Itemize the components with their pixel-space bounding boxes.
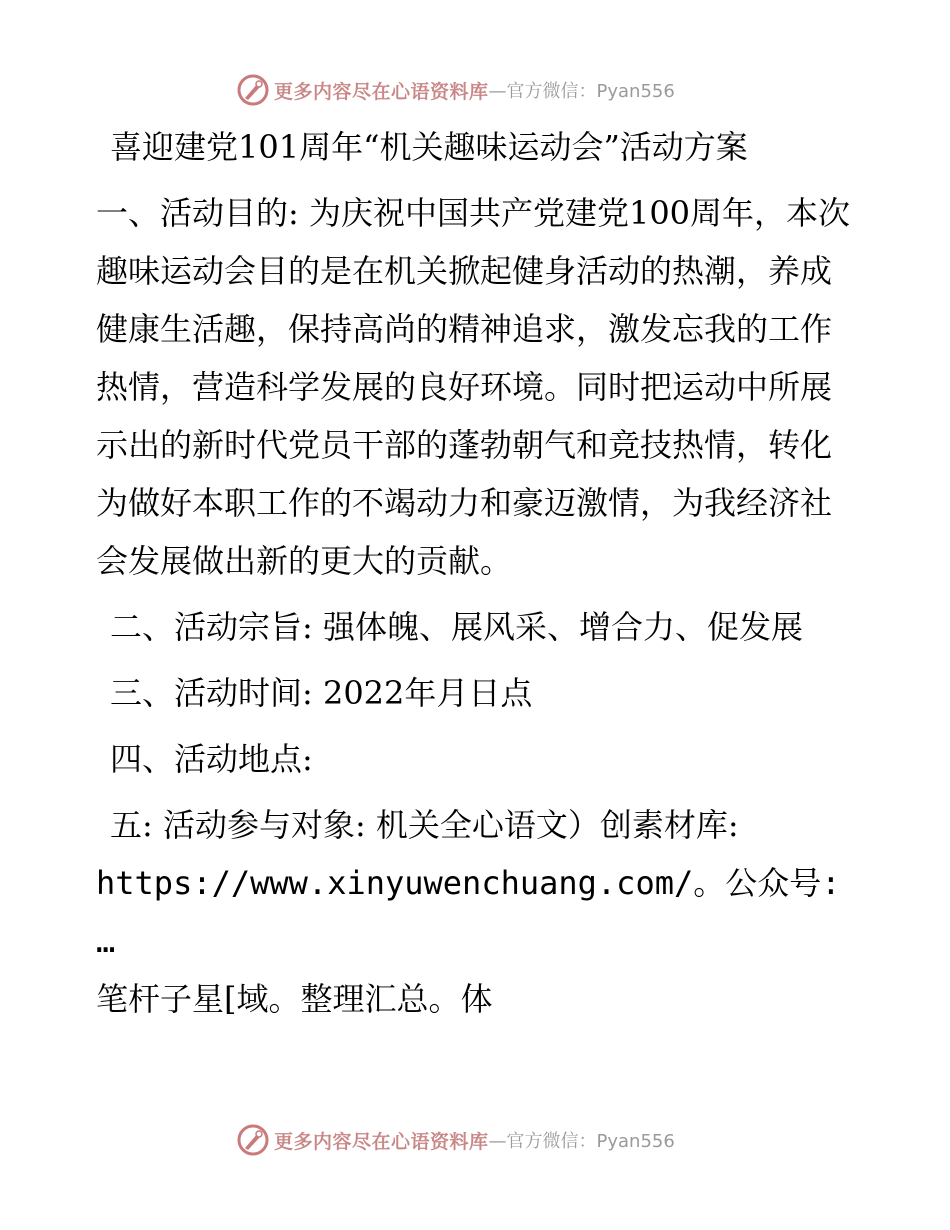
section-4: 四、活动地点: <box>110 740 313 778</box>
document-title: 喜迎建党101周年“机关趣味运动会”活动方案 <box>110 128 748 166</box>
section-1: 一、活动目的: 为庆祝中国共产党建党100周年，本次趣味运动会目的是在机关掀起健身活动的热潮，养成健康生活趣，保持高尚的精神追求，激发忘我的工作热情，营造科学发展的良好环境。同时把运动中所展示出的新时代党员干部的蓬勃朝气和竞技热情，转化为做好本职工作的不竭动力和豪迈激情，为我经济社会发展做出新的更大的贡献。 <box>96 194 851 580</box>
pen-logo-icon <box>236 1123 270 1157</box>
footer-watermark <box>236 1120 675 1160</box>
document-body <box>96 118 856 1028</box>
section-5-url: https://www.xinyuwenchuang.com/。公众号: … <box>96 864 841 960</box>
header-watermark <box>236 70 675 110</box>
section-5 <box>96 796 856 1028</box>
section-5-tail: 笔杆子星[域。整理汇总。体 <box>96 980 493 1018</box>
banner-wechat-text: —官方微信：Pyan556 <box>488 1131 675 1152</box>
banner-brand-text: 更多内容尽在心语资料库 <box>274 80 489 103</box>
banner-brand-text: 更多内容尽在心语资料库 <box>274 1130 489 1153</box>
section-3: 三、活动时间: 2022年月日点 <box>110 674 533 712</box>
pen-logo-icon <box>236 73 270 107</box>
section-5-heading: 五: 活动参与对象: 机关全心语文）创素材库: <box>110 806 739 844</box>
banner-wechat-text: —官方微信：Pyan556 <box>488 81 675 102</box>
section-2: 二、活动宗旨: 强体魄、展风采、增合力、促发展 <box>110 608 803 646</box>
